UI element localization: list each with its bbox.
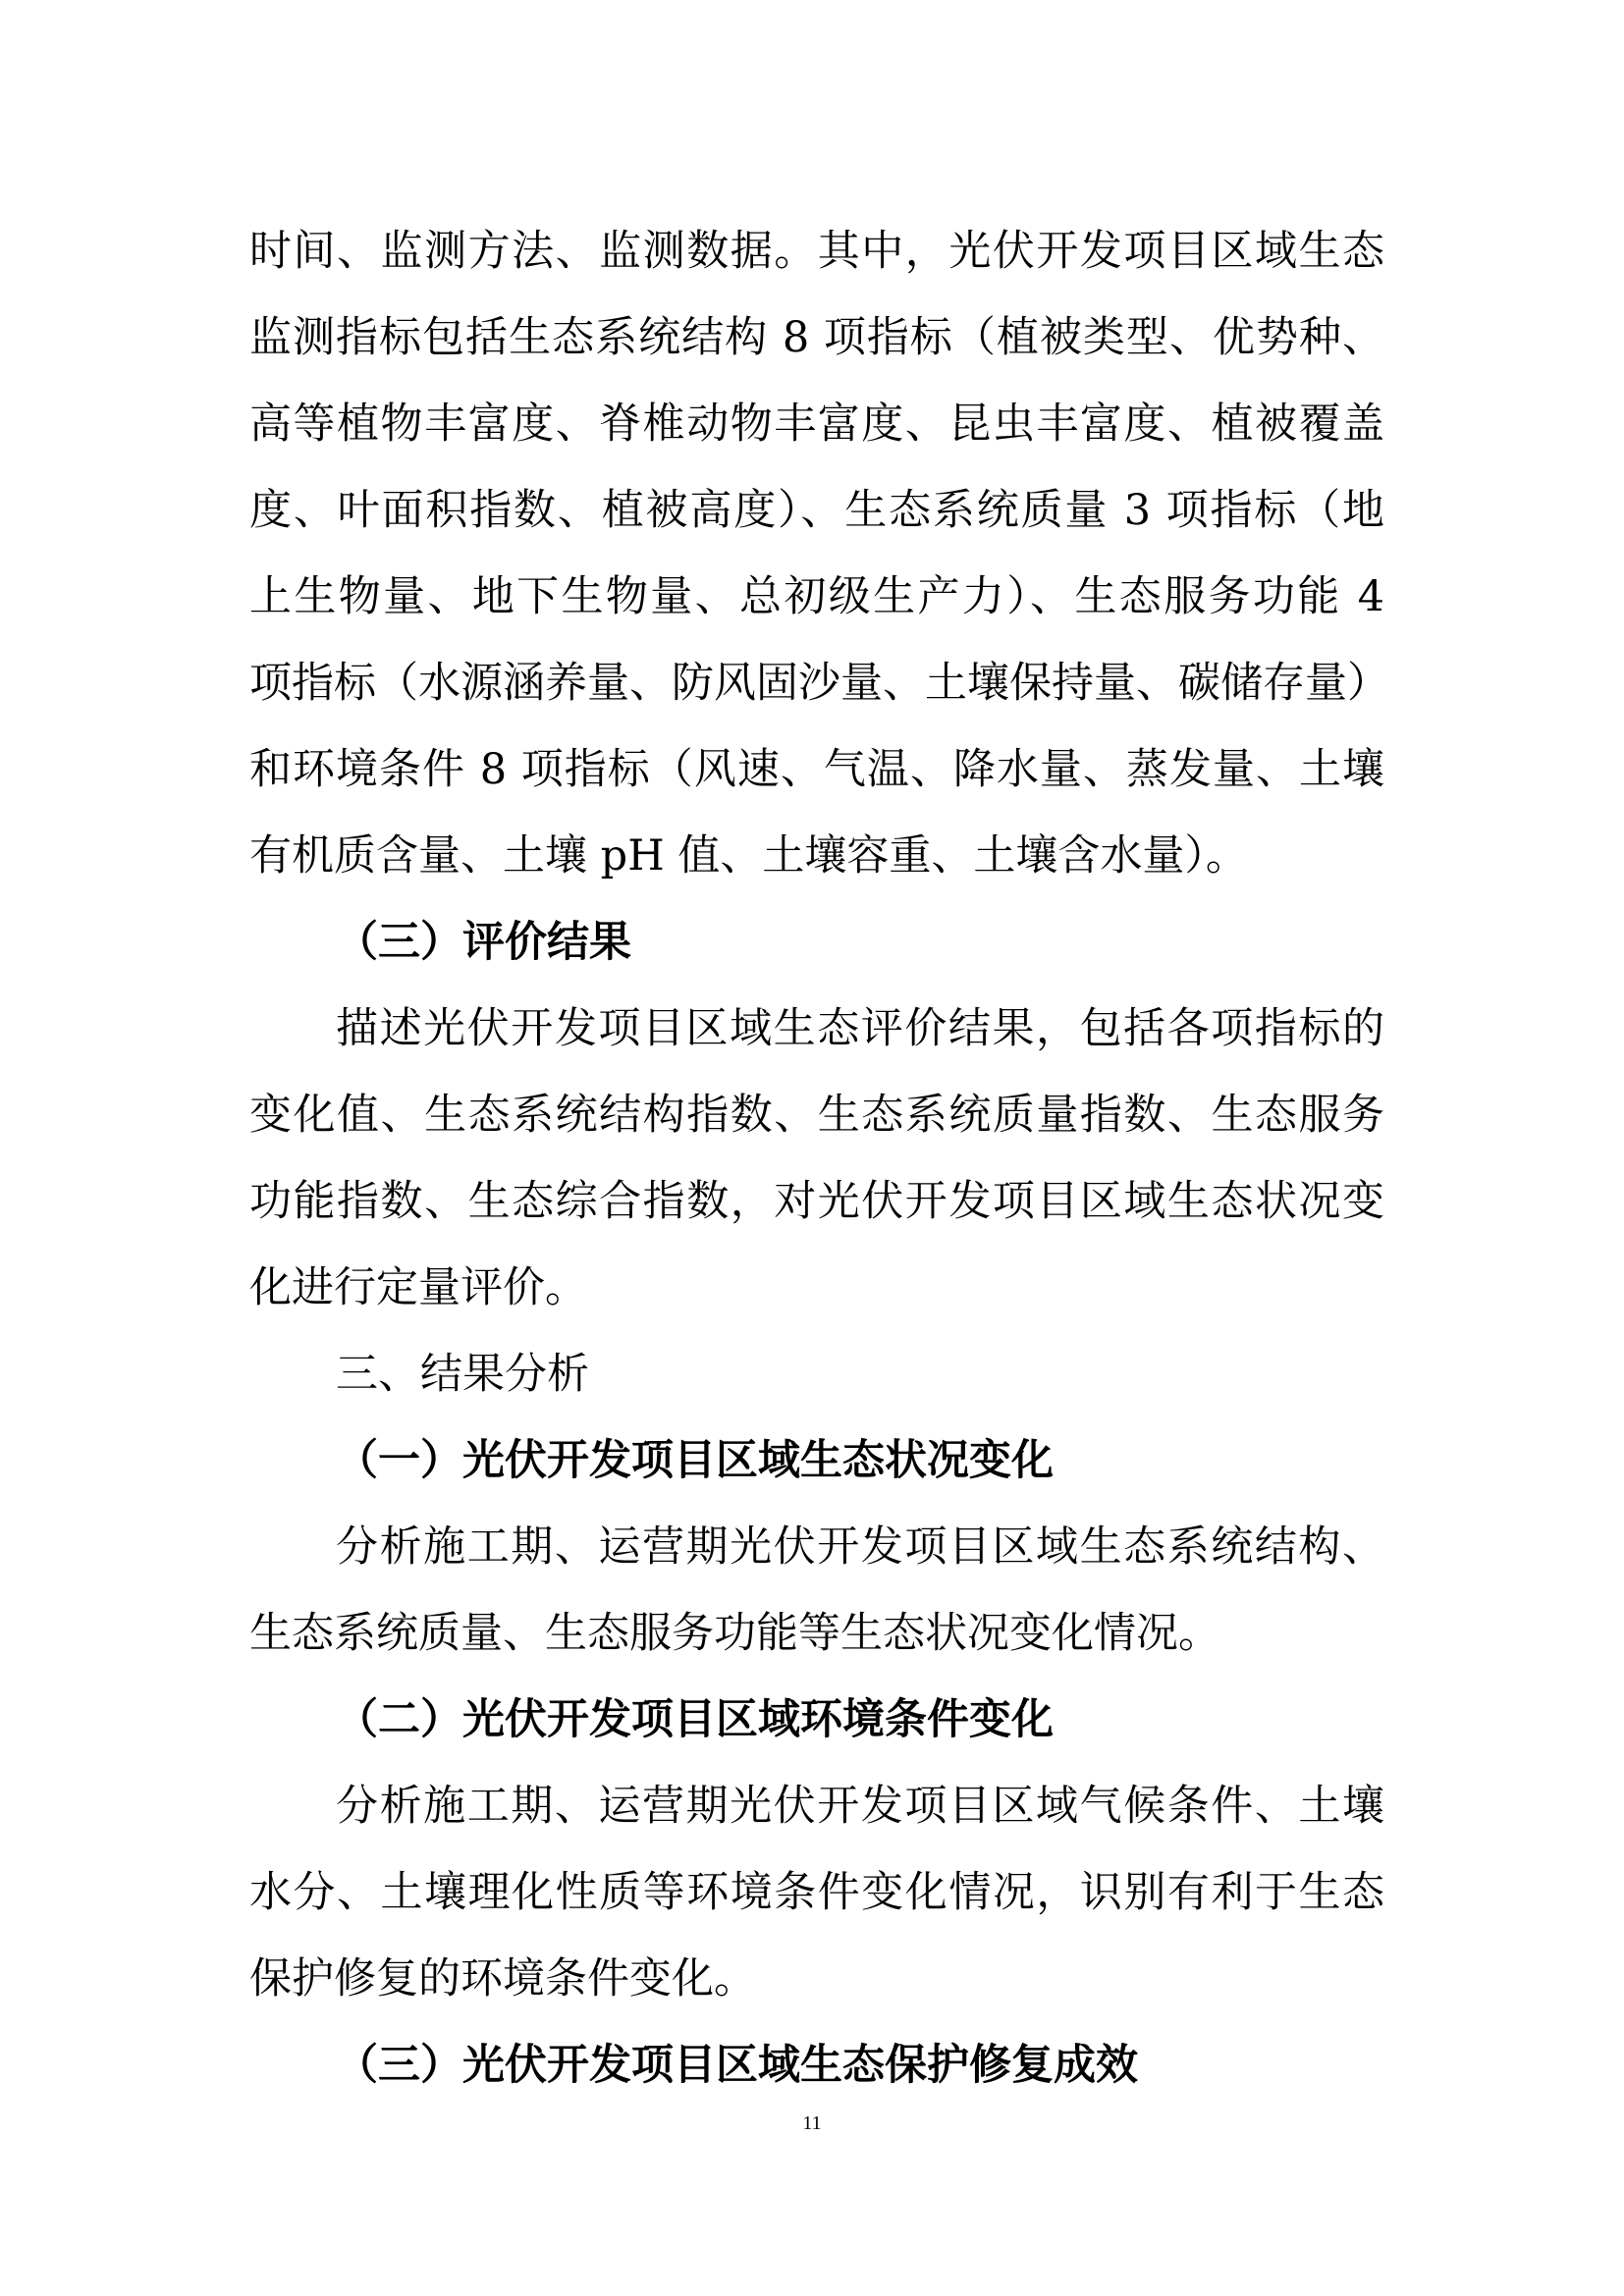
monitoring-paragraph-line: 度、叶面积指数、植被高度）、生态系统质量 3 项指标（地 (249, 486, 1384, 535)
monitoring-paragraph-line: 监测指标包括生态系统结构 8 项指标（植被类型、优势种、 (249, 313, 1384, 362)
monitoring-paragraph-line: 时间、监测方法、监测数据。其中，光伏开发项目区域生态 (249, 227, 1384, 276)
monitoring-paragraph-line: 有机质含量、土壤 pH 值、土壤容重、土壤含水量）。 (249, 831, 1248, 881)
evaluation-heading: （三）评价结果 (336, 918, 631, 967)
sub2-heading: （二）光伏开发项目区域环境条件变化 (336, 1695, 1054, 1744)
sub2-paragraph-line: 水分、土壤理化性质等环境条件变化情况，识别有利于生态 (249, 1868, 1384, 1917)
evaluation-paragraph-line: 描述光伏开发项目区域生态评价结果，包括各项指标的 (336, 1004, 1384, 1053)
sub3-heading: （三）光伏开发项目区域生态保护修复成效 (336, 2041, 1138, 2090)
page-number: 11 (802, 2112, 822, 2134)
sub1-paragraph-line: 生态系统质量、生态服务功能等生态状况变化情况。 (249, 1609, 1220, 1658)
evaluation-paragraph-line: 变化值、生态系统结构指数、生态系统质量指数、生态服务 (249, 1091, 1384, 1140)
monitoring-paragraph-line: 和环境条件 8 项指标（风速、气温、降水量、蒸发量、土壤 (249, 745, 1384, 794)
document-page (249, 208, 1389, 2109)
sub1-paragraph-line: 分析施工期、运营期光伏开发项目区域生态系统结构、 (336, 1522, 1384, 1572)
monitoring-paragraph-line: 项指标（水源涵养量、防风固沙量、土壤保持量、碳储存量） (249, 659, 1389, 708)
monitoring-paragraph-line: 上生物量、地下生物量、总初级生产力）、生态服务功能 4 (249, 572, 1384, 621)
monitoring-paragraph-line: 高等植物丰富度、脊椎动物丰富度、昆虫丰富度、植被覆盖 (249, 400, 1384, 449)
sub2-paragraph-line: 保护修复的环境条件变化。 (249, 1954, 756, 2003)
analysis-heading: 三、结果分析 (336, 1350, 589, 1399)
evaluation-paragraph-line: 功能指数、生态综合指数，对光伏开发项目区域生态状况变 (249, 1177, 1384, 1226)
evaluation-paragraph-line: 化进行定量评价。 (249, 1263, 587, 1312)
sub2-paragraph-line: 分析施工期、运营期光伏开发项目区域气候条件、土壤 (336, 1782, 1384, 1831)
sub1-heading: （一）光伏开发项目区域生态状况变化 (336, 1436, 1054, 1485)
